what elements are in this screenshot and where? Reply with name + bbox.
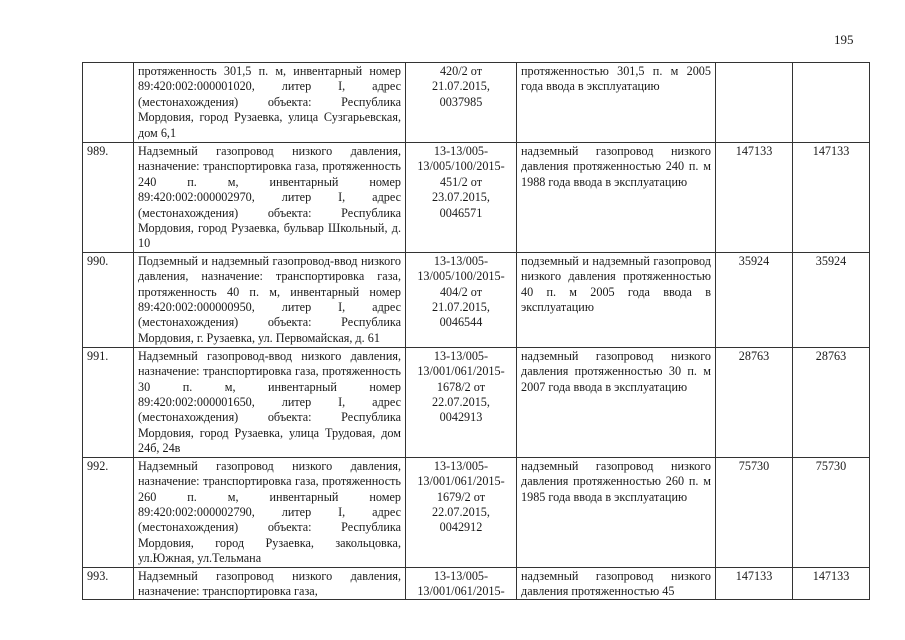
residual-value: 75730 <box>793 457 870 567</box>
table-row <box>83 457 870 567</box>
object-characteristics: надземный газопровод низкого давления протяженностью 30 п. м 2007 года ввода в эксплуатацию <box>517 347 716 457</box>
row-number: 990. <box>83 252 134 347</box>
balance-value: 147133 <box>716 143 793 253</box>
registration-record: 13-13/005-13/001/061/2015- <box>406 567 517 600</box>
object-characteristics: протяженностью 301,5 п. м 2005 года ввода в эксплуатацию <box>517 63 716 143</box>
object-description: протяженность 301,5 п. м, инвентарный номер 89:420:002:000001020, литер I, адрес (местонахождения) объекта: Республика Мордовия, город Рузаевка, улица Сузгарьевская, дом 6,1 <box>134 63 406 143</box>
row-number: 989. <box>83 143 134 253</box>
table-row <box>83 252 870 347</box>
object-characteristics: подземный и надземный газопровод низкого давления протяженностью 40 п. м 2005 года ввода в эксплуатацию <box>517 252 716 347</box>
residual-value: 147133 <box>793 143 870 253</box>
balance-value: 147133 <box>716 567 793 600</box>
table-row <box>83 347 870 457</box>
object-description: Подземный и надземный газопровод-ввод низкого давления, назначение: транспортировка газа, протяженность 40 п. м, инвентарный номер 89:420:002:000000950, литер I, адрес (местонахождения) объекта: Республика Мордовия, г. Рузаевка, ул. Первомайская, д. 61 <box>134 252 406 347</box>
row-number: 991. <box>83 347 134 457</box>
object-description: Надземный газопровод низкого давления, назначение: транспортировка газа, протяженность 260 п. м, инвентарный номер 89:420:002:000002790, литер I, адрес (местонахождения) объекта: Республика Мордовия, город Рузаевка, закольцовка, ул.Южная, ул.Тельмана <box>134 457 406 567</box>
property-registry-table <box>82 62 870 600</box>
balance-value: 35924 <box>716 252 793 347</box>
object-description: Надземный газопровод низкого давления, назначение: транспортировка газа, <box>134 567 406 600</box>
registration-record: 13-13/005-13/001/061/2015-1678/2 от 22.07.2015, 0042913 <box>406 347 517 457</box>
residual-value <box>793 63 870 143</box>
object-characteristics: надземный газопровод низкого давления протяженностью 260 п. м 1985 года ввода в эксплуатацию <box>517 457 716 567</box>
table-row <box>83 63 870 143</box>
registration-record: 420/2 от 21.07.2015, 0037985 <box>406 63 517 143</box>
registration-record: 13-13/005-13/005/100/2015-404/2 от 21.07.2015, 0046544 <box>406 252 517 347</box>
registration-record: 13-13/005-13/001/061/2015-1679/2 от 22.07.2015, 0042912 <box>406 457 517 567</box>
table-row <box>83 143 870 253</box>
residual-value: 35924 <box>793 252 870 347</box>
residual-value: 147133 <box>793 567 870 600</box>
balance-value <box>716 63 793 143</box>
row-number <box>83 63 134 143</box>
object-characteristics: надземный газопровод низкого давления протяженностью 240 п. м 1988 года ввода в эксплуатацию <box>517 143 716 253</box>
row-number: 993. <box>83 567 134 600</box>
balance-value: 28763 <box>716 347 793 457</box>
object-description: Надземный газопровод-ввод низкого давления, назначение: транспортировка газа, протяженность 30 п. м, инвентарный номер 89:420:002:000001650, литер I, адрес (местонахождения) объекта: Республика Мордовия, город Рузаевка, улица Трудовая, дом 24б, 24в <box>134 347 406 457</box>
table-row <box>83 567 870 600</box>
object-characteristics: надземный газопровод низкого давления протяженностью 45 <box>517 567 716 600</box>
residual-value: 28763 <box>793 347 870 457</box>
page-number: 195 <box>834 32 854 47</box>
object-description: Надземный газопровод низкого давления, назначение: транспортировка газа, протяженность 240 п. м, инвентарный номер 89:420:002:000002970, литер I, адрес (местонахождения) объекта: Республика Мордовия, город Рузаевка, бульвар Школьный, д. 10 <box>134 143 406 253</box>
balance-value: 75730 <box>716 457 793 567</box>
row-number: 992. <box>83 457 134 567</box>
registration-record: 13-13/005-13/005/100/2015-451/2 от 23.07.2015, 0046571 <box>406 143 517 253</box>
